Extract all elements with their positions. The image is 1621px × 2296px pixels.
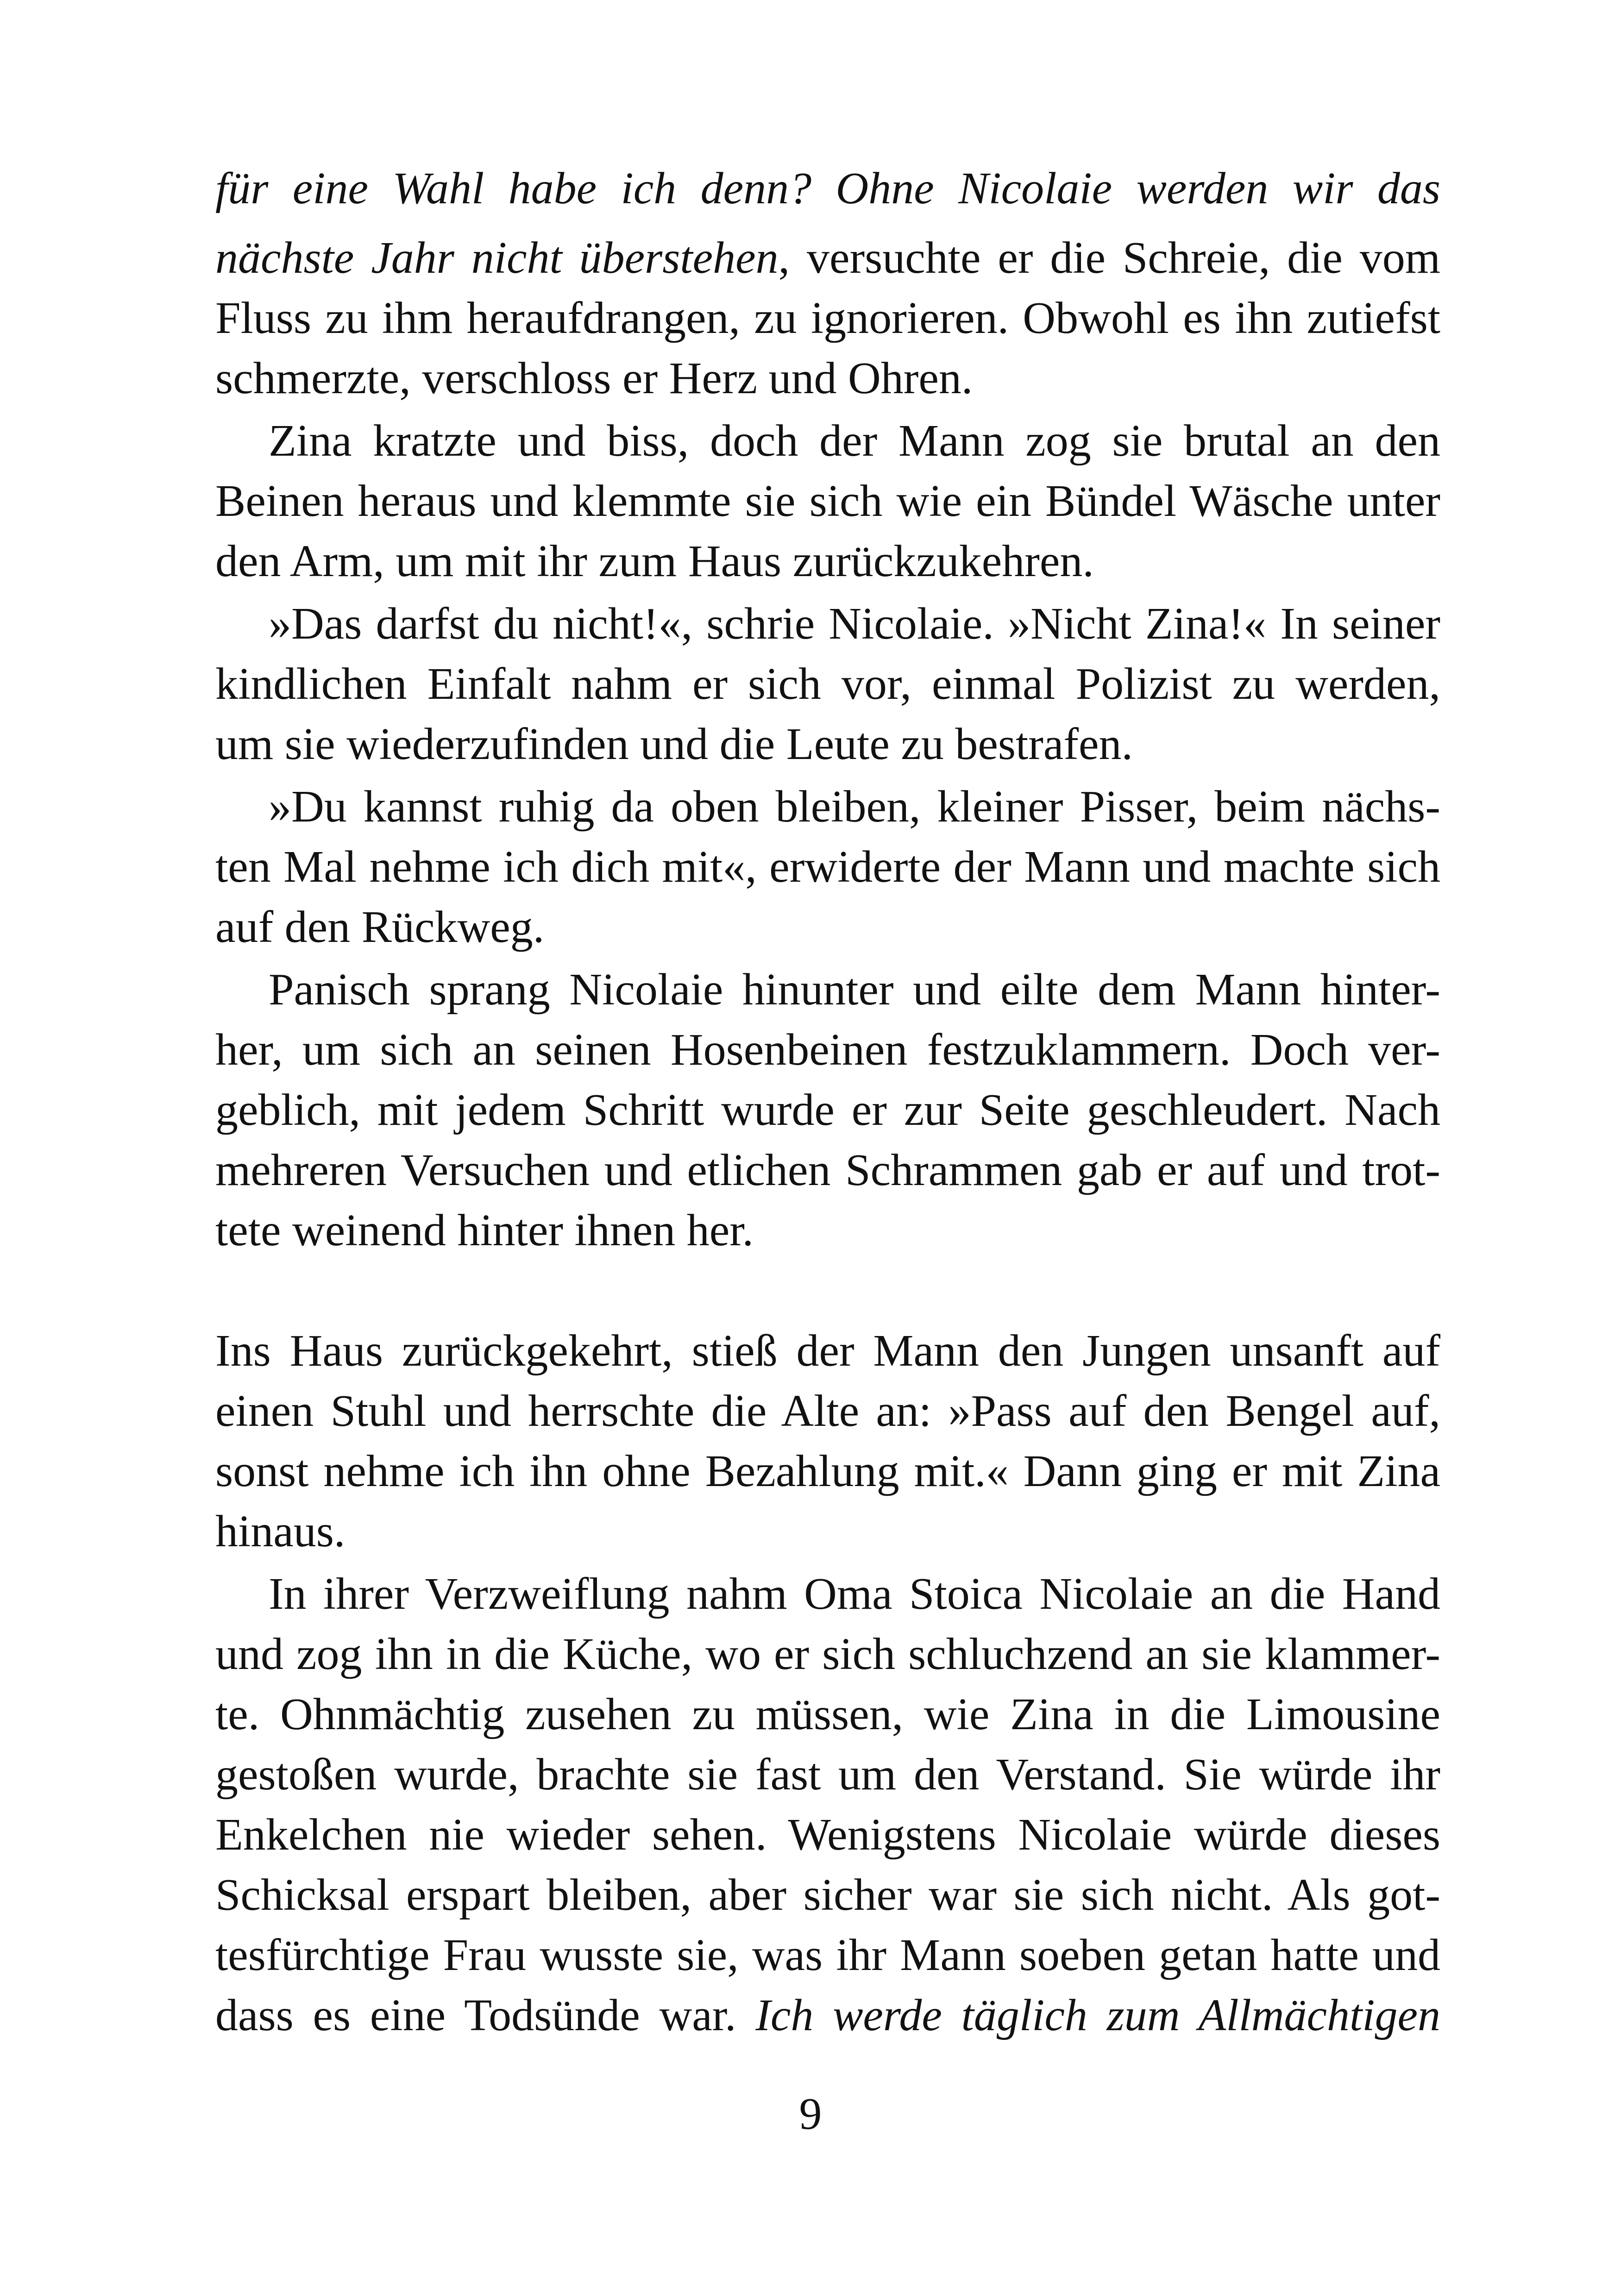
text-line <box>269 1562 1440 1626</box>
text-line <box>215 1078 1440 1142</box>
text-line <box>215 1863 1440 1927</box>
text-line <box>215 346 1440 411</box>
text-line <box>215 1017 1440 1082</box>
text-line <box>215 1138 1440 1203</box>
text-segment: Beinen heraus und klemmte sie sich wie ein Bündel Wäsche unter <box>215 476 1440 526</box>
text-segment: te. Ohnmächtig zusehen zu müssen, wie Zina in die Limousine <box>215 1689 1440 1739</box>
text-line <box>215 156 1440 221</box>
text-segment: ten Mal nehme ich dich mit«, erwiderte der Mann und machte sich <box>215 842 1440 892</box>
text-line <box>215 1802 1440 1867</box>
text-line <box>215 1983 1440 2048</box>
text-segment: mehreren Versuchen und etlichen Schrammen gab er auf und trot- <box>215 1145 1440 1195</box>
text-line <box>215 834 1440 899</box>
text-line <box>215 1622 1440 1687</box>
text-segment: »Das darfst du nicht!«, schrie Nicolaie. »Nicht Zina!« In seiner <box>269 599 1440 649</box>
text-segment: geblich, mit jedem Schritt wurde er zur Seite geschleudert. Nach <box>215 1085 1440 1135</box>
text-segment: Panisch sprang Nicolaie hinunter und eilte dem Mann hinter- <box>269 965 1440 1015</box>
text-segment: Enkelchen nie wieder sehen. Wenigstens Nicolaie würde dieses <box>215 1810 1440 1860</box>
page-number: 9 <box>799 2089 822 2139</box>
text-line <box>215 1923 1440 1988</box>
text-segment: »Du kannst ruhig da oben bleiben, kleiner Pisser, beim nächs- <box>269 782 1440 832</box>
text-line <box>215 226 1440 290</box>
text-segment: In ihrer Verzweiflung nahm Oma Stoica Nicolaie an die Hand <box>269 1569 1440 1619</box>
text-line <box>215 529 1440 594</box>
text-line <box>215 1198 1440 1263</box>
text-line <box>215 1742 1440 1807</box>
text-segment: einen Stuhl und herrschte die Alte an: »Pass auf den Bengel auf, <box>215 1386 1440 1436</box>
text-segment: auf den Rückweg. <box>215 902 545 952</box>
text-segment: Fluss zu ihm heraufdrangen, zu ignorieren. Obwohl es ihn zutiefst <box>215 293 1440 343</box>
text-segment: Schicksal erspart bleiben, aber sicher war sie sich nicht. Als got- <box>215 1870 1440 1920</box>
text-line <box>215 1682 1440 1747</box>
text-segment: für eine Wahl habe ich denn? Ohne Nicolaie werden wir das <box>215 163 1440 213</box>
text-line <box>215 712 1440 777</box>
text-segment: und zog ihn in die Küche, wo er sich schluchzend an sie klammer- <box>215 1629 1440 1679</box>
text-line <box>215 1379 1440 1443</box>
text-line <box>269 591 1440 656</box>
text-segment: Zina kratzte und biss, doch der Mann zog sie brutal an den <box>269 416 1440 466</box>
text-segment: den Arm, um mit ihr zum Haus zurückzukehren. <box>215 536 1094 586</box>
text-line <box>269 957 1440 1022</box>
text-segment: gestoßen wurde, brachte sie fast um den Verstand. Sie würde ihr <box>215 1750 1440 1800</box>
text-segment: schmerzte, verschloss er Herz und Ohren. <box>215 353 973 403</box>
text-segment: Ich werde täglich zum Allmächtigen <box>755 1990 1440 2040</box>
text-line <box>215 286 1440 351</box>
text-segment: , versuchte er die Schreie, die vom <box>778 233 1440 283</box>
text-segment: her, um sich an seinen Hosenbeinen festzuklammern. Doch ver- <box>215 1025 1440 1075</box>
text-segment: kindlichen Einfalt nahm er sich vor, einmal Polizist zu werden, <box>215 659 1440 709</box>
text-segment: tete weinend hinter ihnen her. <box>215 1205 754 1255</box>
text-segment: hinaus. <box>215 1506 346 1556</box>
text-segment: nächste Jahr nicht überstehen <box>215 233 779 283</box>
text-segment: tesfürchtige Frau wusste sie, was ihr Mann soeben getan hatte und <box>215 1930 1440 1980</box>
text-line <box>215 652 1440 716</box>
text-line <box>269 774 1440 839</box>
text-line <box>215 895 1440 960</box>
text-segment: Ins Haus zurückgekehrt, stieß der Mann den Jungen unsanft auf <box>215 1326 1440 1376</box>
text-line <box>215 1318 1440 1383</box>
text-segment: sonst nehme ich ihn ohne Bezahlung mit.« Dann ging er mit Zina <box>215 1446 1440 1496</box>
text-line <box>215 469 1440 533</box>
text-line <box>215 1499 1440 1564</box>
text-line <box>215 1439 1440 1504</box>
text-segment: dass es eine Todsünde war. <box>215 1990 756 2040</box>
text-segment: um sie wiederzufinden und die Leute zu bestrafen. <box>215 719 1133 769</box>
text-line <box>269 408 1440 473</box>
